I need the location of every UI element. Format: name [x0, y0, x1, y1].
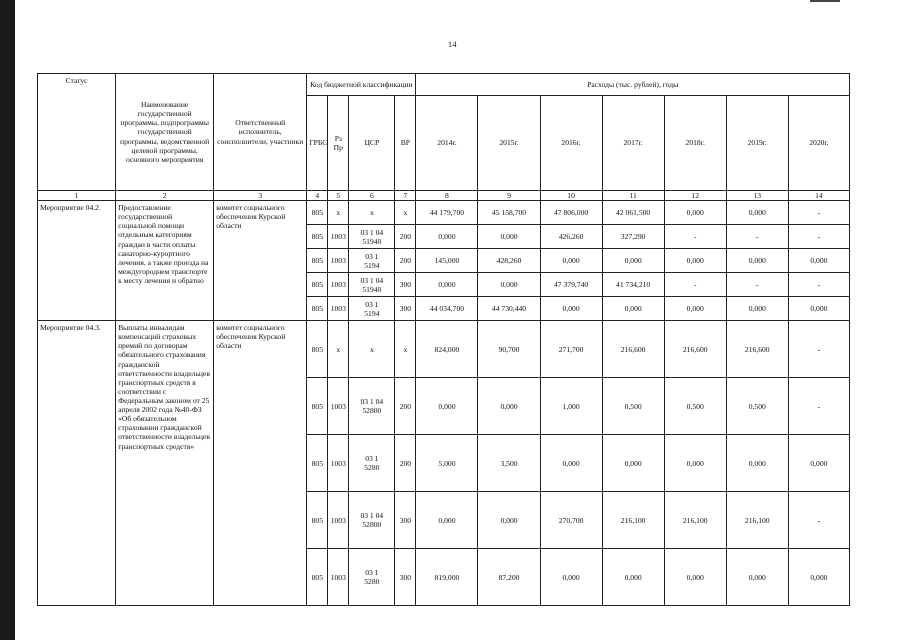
- cell-expense: 0,000: [416, 378, 478, 435]
- column-number: 5: [328, 191, 349, 201]
- header-rzpr: Рз Пр: [328, 96, 349, 191]
- cell-expense: 0,000: [478, 273, 540, 297]
- cell-expense: 0,000: [478, 378, 540, 435]
- cell-grbs: 805: [307, 201, 328, 225]
- cell-rzpr: 1003: [328, 273, 349, 297]
- cell-expense: -: [664, 225, 726, 249]
- row-status: Мероприятие 04.2.: [38, 201, 116, 321]
- cell-expense: 819,000: [416, 549, 478, 606]
- cell-expense: -: [788, 321, 849, 378]
- cell-expense: 216,600: [664, 321, 726, 378]
- column-number: 13: [726, 191, 788, 201]
- cell-rzpr: x: [328, 201, 349, 225]
- cell-vr: 300: [395, 492, 416, 549]
- header-year: 2015г.: [478, 96, 540, 191]
- cell-expense: 327,290: [602, 225, 664, 249]
- cell-expense: 216,600: [726, 321, 788, 378]
- cell-expense: -: [788, 492, 849, 549]
- cell-expense: 0,000: [602, 249, 664, 273]
- cell-expense: 0,000: [602, 297, 664, 321]
- cell-csr: 03 1 04 52800: [349, 492, 395, 549]
- cell-expense: 824,000: [416, 321, 478, 378]
- budget-table: [37, 73, 850, 606]
- cell-csr: 03 1 04 52800: [349, 378, 395, 435]
- cell-expense: 0,000: [478, 225, 540, 249]
- header-csr: ЦСР: [349, 96, 395, 191]
- cell-csr: 03 1 5194: [349, 297, 395, 321]
- cell-rzpr: 1003: [328, 378, 349, 435]
- table-row: [38, 201, 850, 225]
- cell-vr: 300: [395, 273, 416, 297]
- cell-expense: 0,000: [416, 225, 478, 249]
- cell-grbs: 805: [307, 249, 328, 273]
- cell-expense: 41 734,210: [602, 273, 664, 297]
- cell-grbs: 805: [307, 549, 328, 606]
- table-body: [38, 201, 850, 606]
- cell-expense: 47 379,740: [540, 273, 602, 297]
- column-number: 1: [38, 191, 116, 201]
- header-executor: Ответственный исполнитель, соисполнители, участники: [214, 74, 307, 191]
- cell-expense: 216,100: [664, 492, 726, 549]
- cell-expense: 90,700: [478, 321, 540, 378]
- cell-expense: 0,000: [540, 297, 602, 321]
- cell-expense: 44 034,700: [416, 297, 478, 321]
- cell-csr: 03 1 5280: [349, 549, 395, 606]
- row-name: Предоставление государственной социальной помощи отдельным категориям граждан в части оплаты санаторно-курортного лечения, а также проезда на междугороднем транспорте к месту лечения и обратно: [116, 201, 214, 321]
- cell-expense: 5,000: [416, 435, 478, 492]
- cell-expense: 0,500: [664, 378, 726, 435]
- column-number-row: [38, 191, 850, 201]
- table-row: [38, 321, 850, 378]
- cell-csr: 03 1 5194: [349, 249, 395, 273]
- cell-expense: 0,000: [664, 435, 726, 492]
- cell-grbs: 805: [307, 378, 328, 435]
- cell-expense: -: [726, 273, 788, 297]
- cell-rzpr: 1003: [328, 435, 349, 492]
- cell-vr: 200: [395, 378, 416, 435]
- cell-expense: 3,500: [478, 435, 540, 492]
- column-number: 6: [349, 191, 395, 201]
- cell-expense: 271,700: [540, 321, 602, 378]
- cell-expense: 0,000: [788, 297, 849, 321]
- cell-expense: 44 179,700: [416, 201, 478, 225]
- cell-expense: 0,000: [788, 549, 849, 606]
- column-number: 9: [478, 191, 540, 201]
- cell-expense: -: [788, 378, 849, 435]
- page-number: 14: [448, 40, 457, 49]
- cell-expense: 0,000: [664, 201, 726, 225]
- cell-expense: 0,000: [602, 549, 664, 606]
- cell-csr: 03 1 5280: [349, 435, 395, 492]
- row-name: Выплаты инвалидам компенсаций страховых премий по договорам обязательного страхования гражданской ответственности владельцев транспортных средств в соответствии с Федеральным законом от 25 апреля 2002 года №40-ФЗ «Об обязательном страховании гражданской ответственности владельцев транспортных средств»: [116, 321, 214, 606]
- cell-vr: 200: [395, 435, 416, 492]
- header-year: 2020г.: [788, 96, 849, 191]
- cell-expense: 428,260: [478, 249, 540, 273]
- header-year: 2017г.: [602, 96, 664, 191]
- cell-expense: 426,260: [540, 225, 602, 249]
- cell-expense: 44 730,440: [478, 297, 540, 321]
- cell-grbs: 805: [307, 435, 328, 492]
- cell-rzpr: 1003: [328, 249, 349, 273]
- cell-vr: 300: [395, 297, 416, 321]
- cell-expense: 0,000: [726, 249, 788, 273]
- cell-expense: 0,000: [416, 273, 478, 297]
- header-expenses: Расходы (тыс. рублей), годы: [416, 74, 850, 96]
- cell-expense: 270,700: [540, 492, 602, 549]
- cell-vr: x: [395, 201, 416, 225]
- column-number: 12: [664, 191, 726, 201]
- cell-grbs: 805: [307, 492, 328, 549]
- cell-expense: 216,600: [602, 321, 664, 378]
- cell-vr: 200: [395, 225, 416, 249]
- cell-expense: 0,000: [788, 249, 849, 273]
- header-year: 2014г.: [416, 96, 478, 191]
- column-number: 7: [395, 191, 416, 201]
- header-year: 2019г.: [726, 96, 788, 191]
- cell-expense: 216,100: [726, 492, 788, 549]
- cell-csr: x: [349, 201, 395, 225]
- cell-vr: 200: [395, 249, 416, 273]
- cell-csr: x: [349, 321, 395, 378]
- scan-edge: [0, 0, 15, 640]
- cell-csr: 03 1 04 51940: [349, 273, 395, 297]
- cell-expense: 216,100: [602, 492, 664, 549]
- header-budget-code: Код бюджетной классификации: [307, 74, 416, 96]
- cell-expense: 45 158,700: [478, 201, 540, 225]
- cell-expense: 0,500: [602, 378, 664, 435]
- cell-expense: 0,000: [416, 492, 478, 549]
- cell-vr: 300: [395, 549, 416, 606]
- cell-expense: 0,000: [726, 549, 788, 606]
- cell-rzpr: 1003: [328, 297, 349, 321]
- cell-expense: 0,500: [726, 378, 788, 435]
- scan-mark: [810, 0, 840, 2]
- cell-expense: 0,000: [540, 435, 602, 492]
- cell-expense: 0,000: [664, 297, 726, 321]
- cell-expense: 0,000: [540, 549, 602, 606]
- cell-rzpr: 1003: [328, 225, 349, 249]
- cell-expense: -: [788, 225, 849, 249]
- cell-rzpr: x: [328, 321, 349, 378]
- cell-grbs: 805: [307, 297, 328, 321]
- cell-expense: 145,000: [416, 249, 478, 273]
- row-status: Мероприятие 04.3.: [38, 321, 116, 606]
- cell-rzpr: 1003: [328, 549, 349, 606]
- cell-expense: 0,000: [602, 435, 664, 492]
- cell-expense: 0,000: [664, 549, 726, 606]
- cell-vr: x: [395, 321, 416, 378]
- header-vr: ВР: [395, 96, 416, 191]
- cell-csr: 03 1 04 51940: [349, 225, 395, 249]
- cell-expense: 42 061,500: [602, 201, 664, 225]
- header-year: 2016г.: [540, 96, 602, 191]
- cell-expense: 0,000: [540, 249, 602, 273]
- cell-grbs: 805: [307, 321, 328, 378]
- column-number: 4: [307, 191, 328, 201]
- row-executor: комитет социального обеспечения Курской области: [214, 321, 307, 606]
- cell-expense: -: [788, 201, 849, 225]
- column-number: 3: [214, 191, 307, 201]
- header-name: Наименование государственной программы, подпрограммы государственной программы, ведомственной целевой программы, основного мероприятия: [116, 74, 214, 191]
- column-number: 8: [416, 191, 478, 201]
- column-number: 2: [116, 191, 214, 201]
- cell-expense: -: [664, 273, 726, 297]
- header-year: 2018г.: [664, 96, 726, 191]
- cell-expense: 0,000: [788, 435, 849, 492]
- cell-expense: 87,200: [478, 549, 540, 606]
- cell-expense: -: [788, 273, 849, 297]
- table-header: [38, 74, 850, 201]
- cell-expense: 0,000: [726, 435, 788, 492]
- cell-grbs: 805: [307, 225, 328, 249]
- header-grbs: ГРБС: [307, 96, 328, 191]
- cell-grbs: 805: [307, 273, 328, 297]
- column-number: 11: [602, 191, 664, 201]
- cell-expense: 47 806,000: [540, 201, 602, 225]
- cell-expense: -: [726, 225, 788, 249]
- row-executor: комитет социального обеспечения Курской области: [214, 201, 307, 321]
- cell-expense: 0,000: [664, 249, 726, 273]
- header-status: Статус: [38, 74, 116, 191]
- column-number: 10: [540, 191, 602, 201]
- cell-expense: 1,000: [540, 378, 602, 435]
- column-number: 14: [788, 191, 849, 201]
- cell-rzpr: 1003: [328, 492, 349, 549]
- cell-expense: 0,000: [726, 297, 788, 321]
- cell-expense: 0,000: [478, 492, 540, 549]
- cell-expense: 0,000: [726, 201, 788, 225]
